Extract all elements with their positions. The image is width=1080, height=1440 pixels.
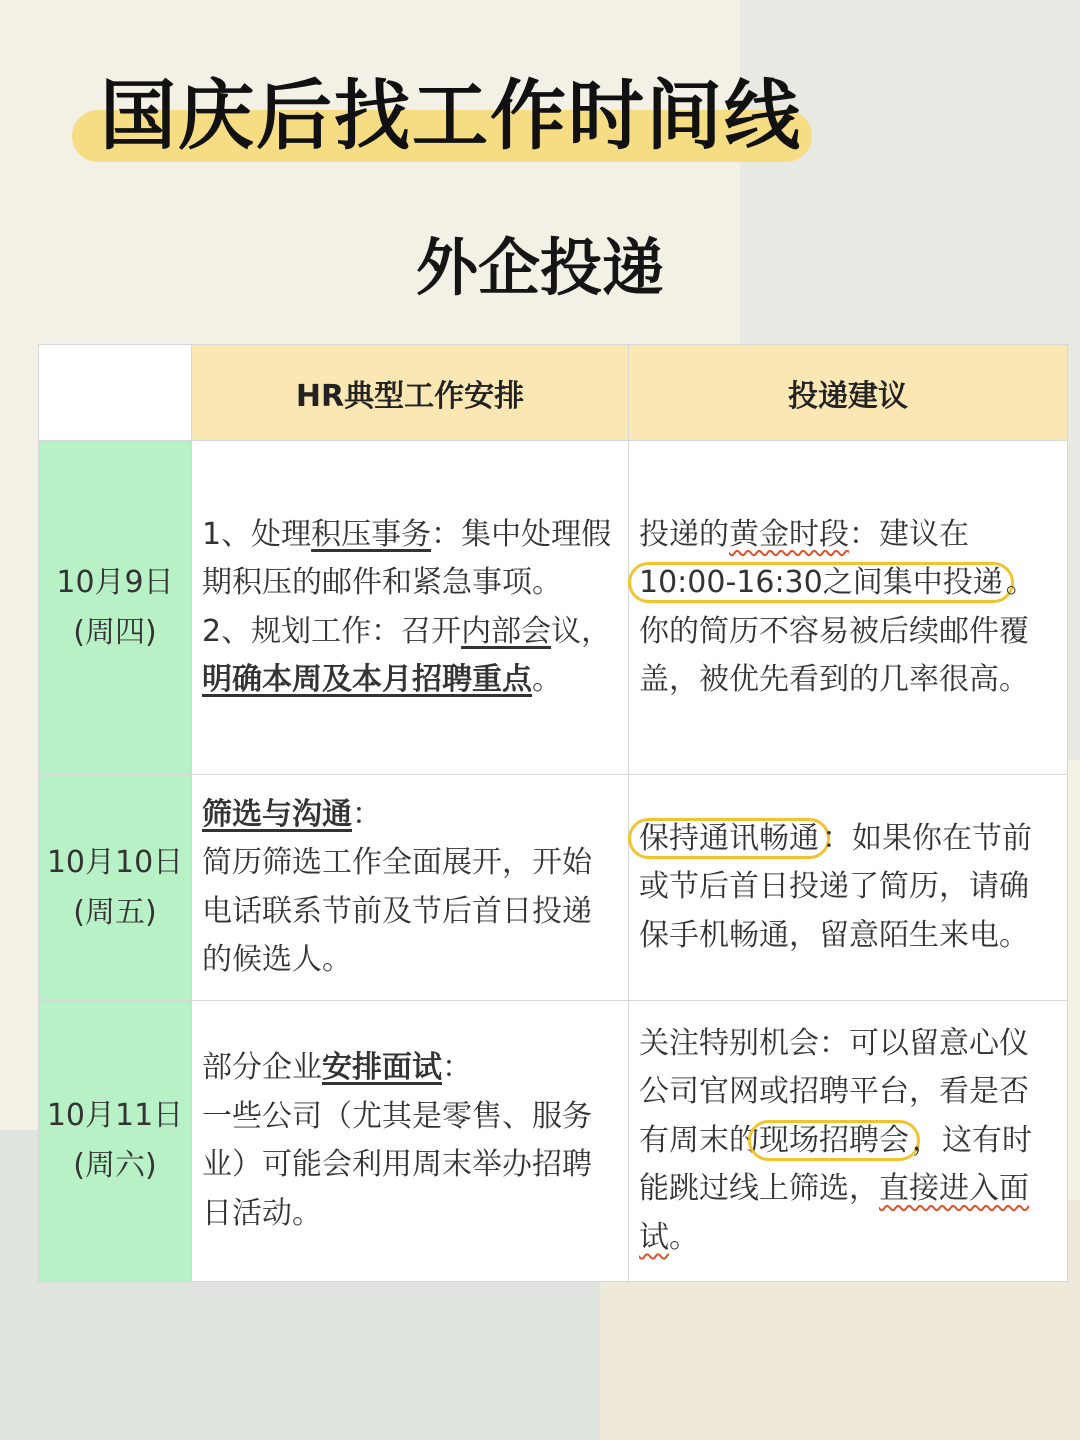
circled-highlight: 10:00-16:30之间集中投递	[628, 562, 1014, 603]
circled-highlight: 现场招聘会	[748, 1120, 920, 1161]
underlined-text: 积压事务	[311, 516, 432, 552]
underlined-text: 内部会	[461, 613, 552, 649]
advice-cell	[629, 441, 1068, 775]
text-segment: 。你的简历不容易被后续邮件覆盖，被优先看到的几率很高。	[639, 565, 1036, 697]
text-segment: ：建议在	[849, 516, 969, 552]
date-cell	[39, 441, 192, 775]
advice-cell	[629, 775, 1068, 1001]
circled-highlight: 保持通讯畅通	[628, 818, 830, 859]
text-segment: 1、处理	[202, 516, 312, 552]
weekday-label: (周四)	[73, 614, 157, 650]
date-label: 10月11日	[46, 1098, 184, 1133]
hr-schedule-cell	[192, 775, 629, 1001]
date-cell	[39, 1001, 192, 1282]
advice-cell	[629, 1001, 1068, 1282]
hr-schedule-cell	[192, 441, 629, 775]
table-row	[39, 1001, 1068, 1282]
header-hr-schedule: HR典型工作安排	[192, 345, 629, 441]
text-segment: ：	[442, 1050, 472, 1085]
text-segment: 部分企业	[202, 1050, 322, 1085]
bold-underlined-text: 明确本周及本月招聘重点	[202, 662, 532, 697]
text-segment: 简历筛选工作全面展开，开始电话联系节前及节后首日投递的候选人。	[202, 845, 592, 977]
text-segment: ：集中处理假期积压的邮件和紧急事项。	[202, 516, 612, 600]
page-title: 国庆后找工作时间线	[100, 71, 802, 160]
bold-underlined-text: 筛选与沟通	[202, 796, 352, 832]
date-label: 10月9日	[56, 564, 174, 600]
section-subtitle: 外企投递	[415, 231, 664, 304]
weekday-label: (周六)	[73, 1148, 157, 1183]
text-segment: 一些公司（尤其是零售、服务业）可能会利用周末举办招聘日活动。	[202, 1098, 592, 1231]
wavy-underlined-text: 直接进入面试	[639, 1171, 1029, 1255]
bold-underlined-text: 安排面试	[322, 1050, 442, 1085]
header-advice: 投递建议	[629, 345, 1068, 441]
text-segment: ：	[352, 796, 382, 832]
table-header-row	[39, 345, 1068, 441]
text-segment: 。	[669, 1219, 699, 1255]
text-segment: 。	[532, 662, 562, 697]
text-segment: 2、规划工作：召开	[202, 613, 462, 649]
date-cell	[39, 775, 192, 1001]
header-corner-cell	[39, 345, 192, 441]
hr-schedule-cell	[192, 1001, 629, 1282]
text-segment: ：如果你在节前或节后首日投递了简历，请确保手机畅通，留意陌生来电。	[639, 820, 1032, 953]
text-segment: 投递的	[639, 516, 729, 552]
text-segment: 关注特别机会：可以留意心仪公司官网或招聘平台，看是否有周末的	[639, 1025, 1029, 1158]
date-label: 10月10日	[46, 844, 184, 880]
weekday-label: (周五)	[73, 894, 157, 930]
wavy-underlined-text: 黄金时段	[729, 516, 849, 552]
table-row	[39, 775, 1068, 1001]
text-segment: 议，	[551, 613, 612, 649]
title-block	[72, 70, 812, 162]
timeline-table	[38, 344, 1068, 1282]
text-segment: ，这有时能跳过线上筛选，	[639, 1122, 1032, 1207]
table-row	[39, 441, 1068, 775]
